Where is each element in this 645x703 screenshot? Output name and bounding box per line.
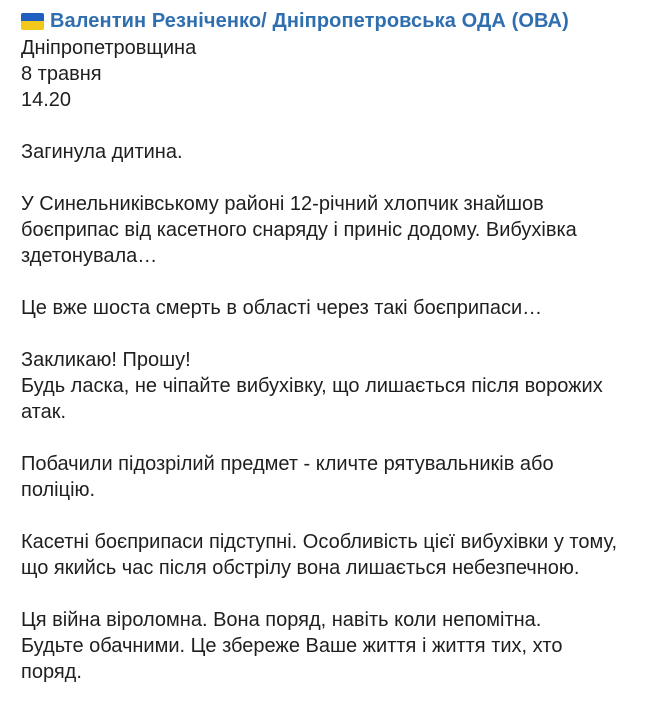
- flag-blue-stripe: [21, 13, 44, 22]
- message-body: [21, 139, 631, 685]
- message-text-line: боєприпас від касетного снаряду і приніс додому. Вибухівка: [21, 219, 577, 241]
- message-text-line: Побачили підозрілий предмет - кличте рятувальників або: [21, 453, 554, 475]
- message-paragraph: [21, 451, 631, 503]
- message-paragraph: [21, 607, 631, 685]
- message-text-line: Будьте обачними. Це збереже Ваше життя і життя тих, хто: [21, 635, 563, 657]
- message-paragraph: [21, 191, 631, 269]
- message-text-line: атак.: [21, 401, 67, 423]
- time-line: 14.20: [21, 89, 72, 111]
- message-text-line: Загинула дитина.: [21, 141, 183, 163]
- message-paragraph: [21, 295, 631, 321]
- message-text-line: Касетні боєприпаси підступні. Особливість цієї вибухівки у тому,: [21, 531, 618, 553]
- message-text-line: У Синельниківському районі 12-річний хлопчик знайшов: [21, 193, 544, 215]
- message-text-line: Закликаю! Прошу!: [21, 349, 191, 371]
- region-line: Дніпропетровщина: [21, 37, 197, 59]
- flag-yellow-stripe: [21, 21, 44, 30]
- message-text-line: поліцію.: [21, 479, 96, 501]
- message-text-line: що якийсь час після обстрілу вона лишається небезпечною.: [21, 557, 580, 579]
- message-text-line: Ця війна віроломна. Вона поряд, навіть коли непомітна.: [21, 609, 542, 631]
- author-name[interactable]: Валентин Резніченко/ Дніпропетровська ОДА (ОВА): [50, 9, 569, 32]
- message-paragraph: [21, 347, 631, 425]
- message-header: [21, 7, 631, 35]
- message-text-line: Будь ласка, не чіпайте вибухівку, що лишається після ворожих: [21, 375, 603, 397]
- message-paragraph: [21, 139, 631, 165]
- message-text-line: Це вже шоста смерть в області через такі боєприпаси…: [21, 297, 543, 319]
- message-text-line: поряд.: [21, 661, 82, 683]
- message-paragraph: [21, 529, 631, 581]
- ukraine-flag-icon: [21, 13, 44, 30]
- message-text-line: здетонувала…: [21, 245, 158, 267]
- date-line: 8 травня: [21, 63, 102, 85]
